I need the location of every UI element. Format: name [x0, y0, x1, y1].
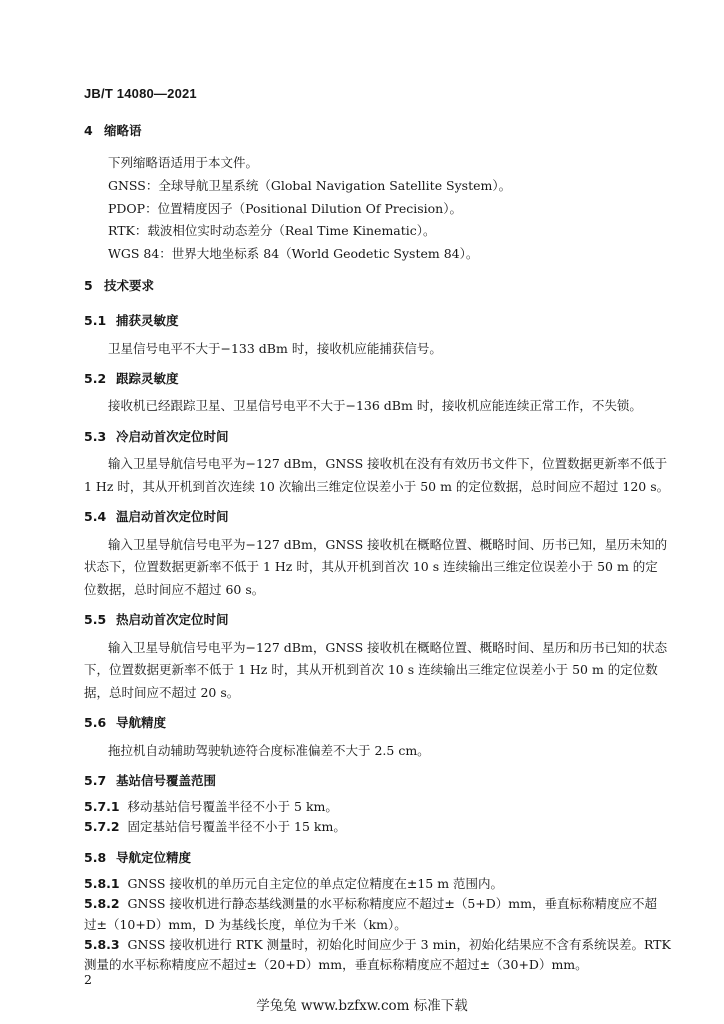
section-4-intro: 下列缩略语适用于本文件。	[108, 155, 259, 170]
clause-5-7-2: 5.7.2 固定基站信号覆盖半径不小于 15 km。	[84, 819, 346, 834]
section-5-1-heading: 5.1 捕获灵敏度	[84, 313, 179, 328]
paragraph-line: 输入卫星导航信号电平为−127 dBm，GNSS 接收机在概略位置、概略时间、星历和历书已知的状态	[108, 640, 668, 655]
section-number: 5	[84, 278, 93, 293]
paragraph-line: 1 Hz 时，其从开机到首次连续 10 次输出三维定位误差小于 50 m 的定位数据，总时间应不超过 120 s。	[84, 479, 670, 494]
section-5-8-heading: 5.8 导航定位精度	[84, 850, 192, 865]
section-5-4-heading: 5.4 温启动首次定位时间	[84, 509, 229, 524]
paragraph-line: 测量的水平标称精度应不超过±（20+D）mm，垂直标称精度应不超过±（30+D）mm。	[84, 957, 588, 972]
paragraph-line: 过±（10+D）mm，D 为基线长度，单位为千米（km）。	[84, 917, 407, 932]
document-code: JB/T 14080—2021	[84, 86, 197, 101]
paragraph-line: 输入卫星导航信号电平为−127 dBm，GNSS 接收机在概略位置、概略时间、历书已知，星历未知的	[108, 537, 668, 552]
clause-5-8-1: 5.8.1 GNSS 接收机的单历元自主定位的单点定位精度在±15 m 范围内。	[84, 876, 504, 891]
section-5-2-heading: 5.2 跟踪灵敏度	[84, 371, 179, 386]
abbreviation-rtk: RTK：载波相位实时动态差分（Real Time Kinematic）。	[108, 223, 436, 238]
clause-5-7-1: 5.7.1 移动基站信号覆盖半径不小于 5 km。	[84, 799, 338, 814]
paragraph-line: 输入卫星导航信号电平为−127 dBm，GNSS 接收机在没有有效历书文件下，位置数据更新率不低于	[108, 456, 668, 471]
paragraph-line: 据，总时间应不超过 20 s。	[84, 685, 240, 700]
section-5-6-heading: 5.6 导航精度	[84, 715, 167, 730]
paragraph-line: 位数据，总时间应不超过 60 s。	[84, 582, 265, 597]
paragraph-line: 拖拉机自动辅助驾驶轨迹符合度标准偏差不大于 2.5 cm。	[108, 743, 430, 758]
section-4-heading	[84, 121, 142, 139]
page-number: 2	[84, 972, 92, 987]
section-5-7-heading: 5.7 基站信号覆盖范围	[84, 773, 217, 788]
section-5-3-heading: 5.3 冷启动首次定位时间	[84, 429, 229, 444]
paragraph-line: 状态下，位置数据更新率不低于 1 Hz 时，其从开机到首次 10 s 连续输出三维定位误差小于 50 m 的定	[84, 559, 658, 574]
site-footer: 学兔兔 www.bzfxw.com 标准下载	[256, 998, 468, 1014]
section-title: 技术要求	[104, 278, 155, 293]
clause-5-8-3: 5.8.3 GNSS 接收机进行 RTK 测量时，初始化时间应少于 3 min，初始化结果应不含有系统误差。RTK	[84, 937, 671, 952]
section-5-5-heading: 5.5 热启动首次定位时间	[84, 612, 229, 627]
abbreviation-gnss: GNSS：全球导航卫星系统（Global Navigation Satellite System）。	[108, 178, 512, 193]
paragraph-line: 卫星信号电平不大于−133 dBm 时，接收机应能捕获信号。	[108, 341, 442, 356]
abbreviation-wgs84: WGS 84：世界大地坐标系 84（World Geodetic System 84）。	[108, 246, 479, 261]
clause-5-8-2: 5.8.2 GNSS 接收机进行静态基线测量的水平标称精度应不超过±（5+D）mm，垂直标称精度应不超	[84, 896, 657, 911]
paragraph-line: 下，位置数据更新率不低于 1 Hz 时，其从开机到首次 10 s 连续输出三维定位误差小于 50 m 的定位数	[84, 662, 658, 677]
section-5-heading	[84, 276, 154, 294]
section-title: 缩略语	[104, 123, 142, 138]
section-number: 4	[84, 123, 93, 138]
paragraph-line: 接收机已经跟踪卫星、卫星信号电平不大于−136 dBm 时，接收机应能连续正常工作，不失锁。	[108, 398, 642, 413]
abbreviation-pdop: PDOP：位置精度因子（Positional Dilution Of Precision）。	[108, 201, 462, 216]
